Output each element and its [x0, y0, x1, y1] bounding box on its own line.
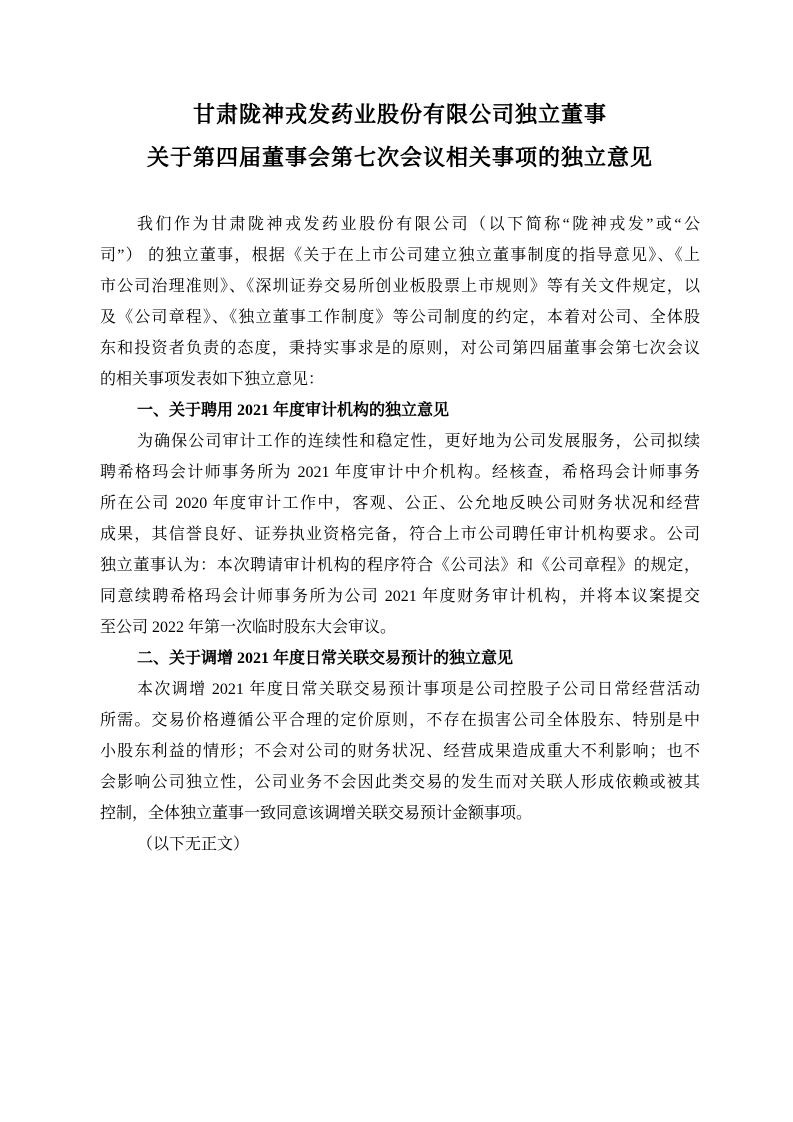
body-text-line: 独立董事认为：本次聘请审计机构的程序符合《公司法》和《公司章程》的规定， [100, 557, 700, 574]
section2-paragraph [100, 674, 700, 829]
body-text-line: 成果，其信誉良好、证券执业资格完备，符合上市公司聘任审计机构要求。公司 [100, 526, 700, 543]
body-text-line: 至公司 2022 年第一次临时股东大会审议。 [100, 619, 397, 636]
body-text-line: 的相关事项发表如下独立意见： [100, 371, 325, 388]
document-body [100, 209, 700, 860]
text-column [100, 93, 700, 860]
body-text-line: 及《公司章程》、《独立董事工作制度》等公司制度的约定，本着对公司、全体股 [100, 309, 700, 326]
body-text-line: 我们作为甘肃陇神戎发药业股份有限公司（以下简称“陇神戎发”或“公 [137, 216, 700, 233]
body-text-line: 小股东利益的情形；不会对公司的财务状况、经营成果造成重大不利影响；也不 [100, 743, 700, 760]
body-text-line: 司”） 的独立董事，根据《关于在上市公司建立独立董事制度的指导意见》、《上 [100, 247, 700, 264]
closing-note: （以下无正文） [137, 836, 250, 853]
section1-heading: 一、关于聘用 2021 年度审计机构的独立意见 [137, 402, 450, 419]
body-text-line: 为确保公司审计工作的连续性和稳定性，更好地为公司发展服务，公司拟续 [137, 433, 700, 450]
section1-paragraph [100, 426, 700, 643]
body-text-line: 所需。交易价格遵循公平合理的定价原则，不存在损害公司全体股东、特别是中 [100, 712, 700, 729]
body-text-line: 市公司治理准则》、《深圳证券交易所创业板股票上市规则》等有关文件规定，以 [100, 278, 700, 295]
title-line-1: 甘肃陇神戎发药业股份有限公司独立董事 [192, 102, 607, 127]
body-text-line: 控制，全体独立董事一致同意该调增关联交易预计金额事项。 [100, 805, 533, 822]
body-text-line: 聘希格玛会计师事务所为 2021 年度审计中介机构。经核查，希格玛会计师事务 [100, 464, 700, 481]
title-line-2: 关于第四届董事会第七次会议相关事项的独立意见 [146, 145, 653, 170]
body-text-line: 东和投资者负责的态度，秉持实事求是的原则，对公司第四届董事会第七次会议 [100, 340, 700, 357]
intro-paragraph [100, 209, 700, 395]
document-title [100, 93, 700, 179]
body-text-line: 会影响公司独立性，公司业务不会因此类交易的发生而对关联人形成依赖或被其 [100, 774, 700, 791]
body-text-line: 所在公司 2020 年度审计工作中，客观、公正、公允地反映公司财务状况和经营 [100, 495, 700, 512]
body-text-line: 同意续聘希格玛会计师事务所为公司 2021 年度财务审计机构，并将本议案提交 [100, 588, 700, 605]
body-text-line: 本次调增 2021 年度日常关联交易预计事项是公司控股子公司日常经营活动 [137, 681, 700, 698]
section2-heading: 二、关于调增 2021 年度日常关联交易预计的独立意见 [137, 650, 514, 667]
